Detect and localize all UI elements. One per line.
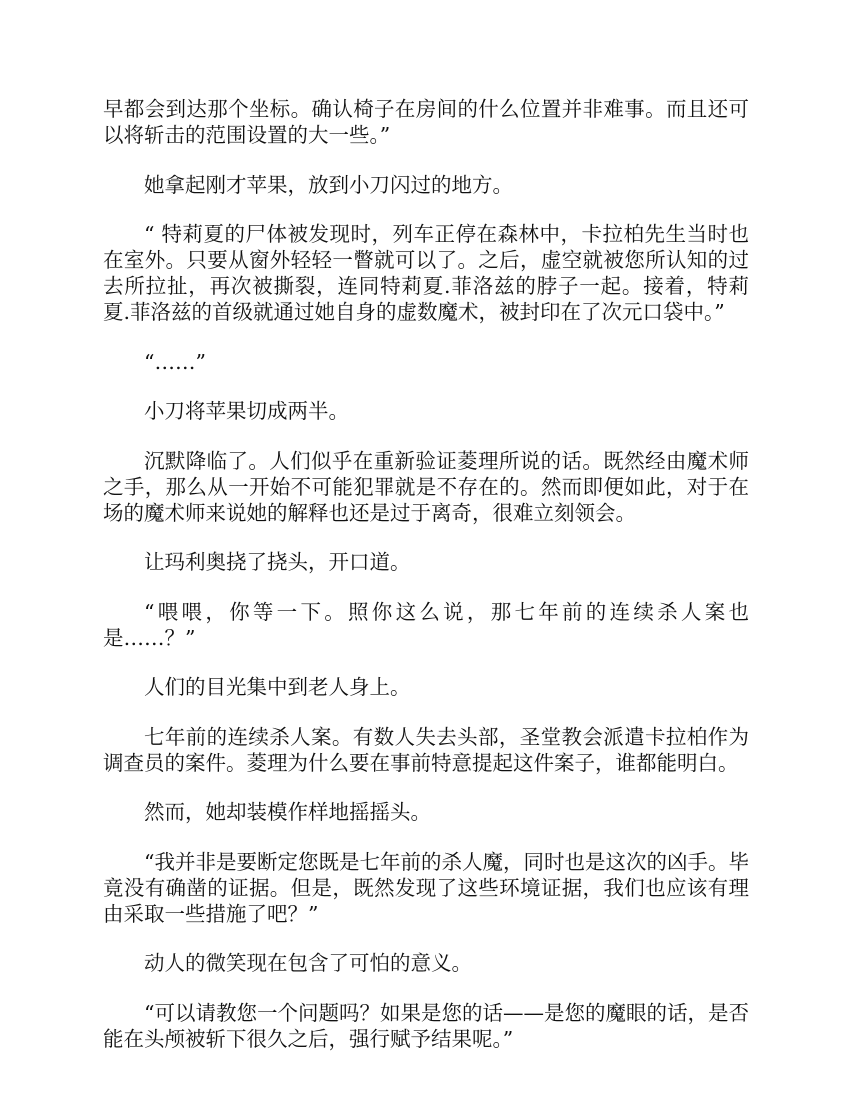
paragraph: “可以请教您一个问题吗？如果是您的话——是您的魔眼的话，是否能在头颅被斩下很久之后，强行赋予结果呢。” [103,1000,749,1051]
paragraph: 沉默降临了。人们似乎在重新验证菱理所说的话。既然经由魔术师之手，那么从一开始不可能犯罪就是不存在的。然而即便如此，对于在场的魔术师来说她的解释也还是过于离奇，很难立刻领会。 [103,448,749,525]
paragraph: “我并非是要断定您既是七年前的杀人魔，同时也是这次的凶手。毕竟没有确凿的证据。但是，既然发现了这些环境证据，我们也应该有理由采取一些措施了吧？” [103,849,749,926]
paragraph: 早都会到达那个坐标。确认椅子在房间的什么位置并非难事。而且还可以将斩击的范围设置的大一些。” [103,97,749,147]
paragraph: 小刀将苹果切成两半。 [144,399,349,423]
paragraph: 她拿起刚才苹果，放到小刀闪过的地方。 [144,172,513,197]
paragraph: “ 特莉夏的尸体被发现时，列车正停在森林中，卡拉柏先生当时也在室外。只要从窗外轻轻一瞥就可以了。之后，虚空就被您所认知的过去所拉扯，再次被撕裂，连同特莉夏.菲洛兹的脖子一起。接着，特莉夏.菲洛兹的首级就通过她自身的虚数魔术，被封印在了次元口袋中。” [103,222,749,324]
paragraph: 让玛利奥挠了挠头，开口道。 [144,550,411,574]
paragraph: 七年前的连续杀人案。有数人失去头部，圣堂教会派遣卡拉柏作为调查员的案件。菱理为什么要在事前特意提起这件案子，谁都能明白。 [103,724,749,775]
paragraph: “喂喂，你等一下。照你这么说，那七年前的连续杀人案也是……？” [103,599,749,650]
paragraph: 人们的目光集中到老人身上。 [144,675,411,699]
paragraph: 动人的微笑现在包含了可怕的意义。 [144,951,472,975]
text-body [103,96,749,1075]
paragraph: 然而，她却装模作样地摇摇头。 [144,800,431,824]
paragraph: “……” [144,349,206,374]
